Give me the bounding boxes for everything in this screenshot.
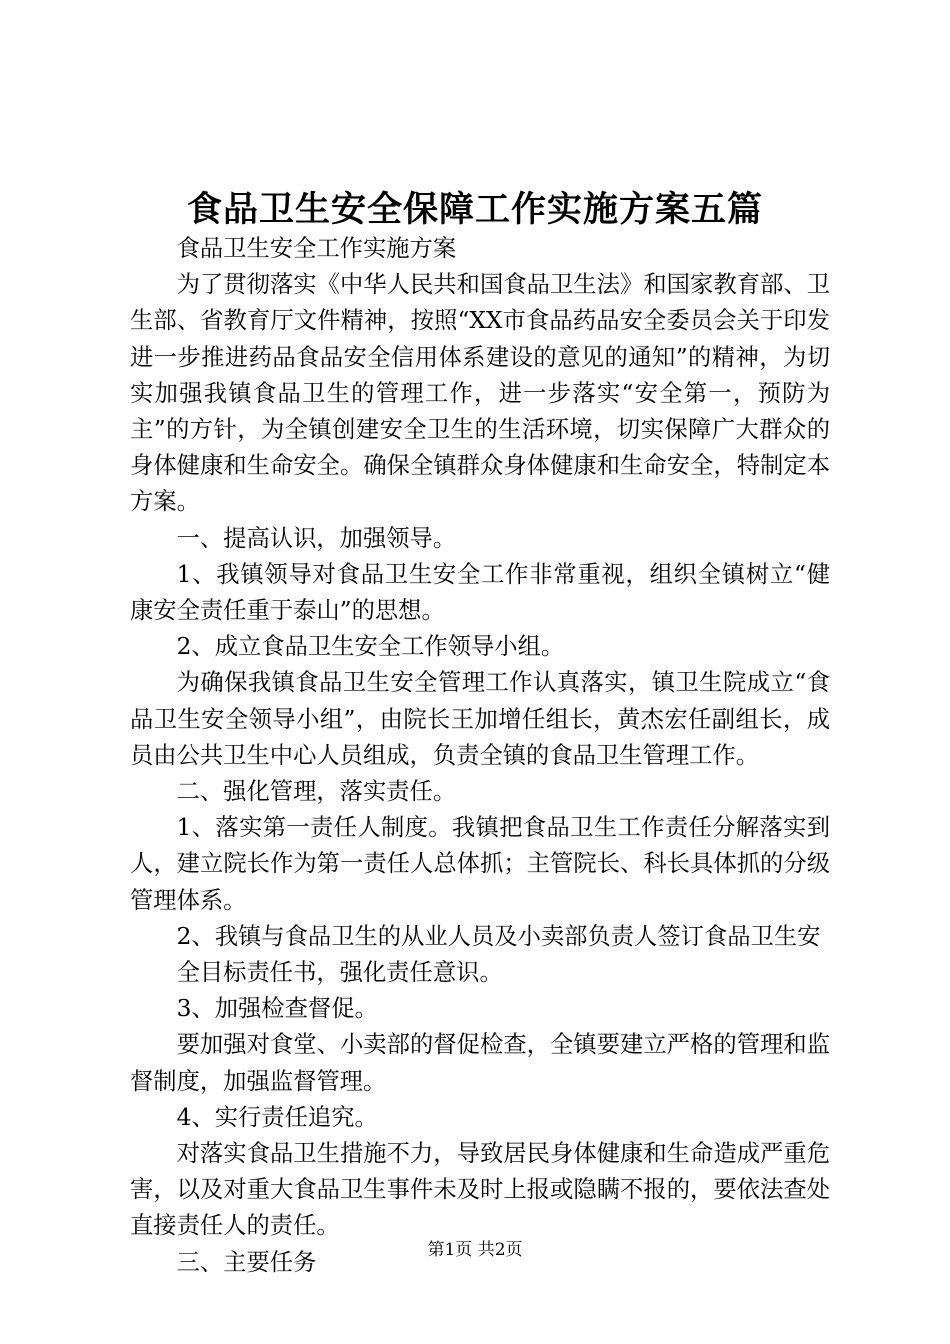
section-heading-1: 一、提高认识，加强领导。 bbox=[176, 524, 457, 552]
document-title: 食品卫生安全保障工作实施方案五篇 bbox=[186, 189, 763, 230]
body-paragraph: 3、加强检查督促。 bbox=[176, 995, 378, 1023]
body-paragraph: 全目标责任书，强化责任意识。 bbox=[176, 959, 503, 987]
body-paragraph: 2、成立食品卫生安全工作领导小组。 bbox=[176, 633, 565, 661]
body-paragraph: 要加强对食堂、小卖部的督促检查，全镇要建立严格的管理和监督制度，加强监督管理。 bbox=[130, 1031, 830, 1095]
intro-paragraph: 为了贯彻落实《中华人民共和国食品卫生法》和国家教育部、卫生部、省教育厅文件精神，按照“XX市食品药品安全委员会关于印发进一步推进药品食品安全信用体系建设的意见的通知”的精神，为切实加强我镇食品卫生的管理工作，进一步落实“安全第一，预防为主”的方针，为全镇创建安全卫生的生活环境，切实保障广大群众的身体健康和生命安全。确保全镇群众身体健康和生命安全，特制定本方案。 bbox=[130, 271, 830, 516]
body-paragraph: 1、我镇领导对食品卫生安全工作非常重视，组织全镇树立“健康安全责任重于泰山”的思想。 bbox=[130, 560, 830, 625]
section-heading-3: 三、主要任务 bbox=[176, 1248, 317, 1276]
body-paragraph: 对落实食品卫生措施不力，导致居民身体健康和生命造成严重危害，以及对重大食品卫生事件未及时上报或隐瞒不报的，要依法查处直接责任人的责任。 bbox=[130, 1140, 830, 1240]
body-paragraph: 4、实行责任追究。 bbox=[176, 1103, 378, 1131]
page-number: 第1页 共2页 bbox=[427, 1240, 523, 1260]
section-heading-2: 二、强化管理，落实责任。 bbox=[176, 778, 457, 806]
document-body bbox=[130, 231, 830, 1281]
body-paragraph: 为确保我镇食品卫生安全管理工作认真落实，镇卫生院成立“食品卫生安全领导小组”，由院长王加增任组长，黄杰宏任副组长，成员由公共卫生中心人员组成，负责全镇的食品卫生管理工作。 bbox=[130, 669, 830, 769]
body-paragraph: 2、我镇与食品卫生的从业人员及小卖部负责人签订食品卫生安 bbox=[176, 922, 821, 950]
subtitle-paragraph: 食品卫生安全工作实施方案 bbox=[176, 235, 457, 262]
body-paragraph: 1、落实第一责任人制度。我镇把食品卫生工作责任分解落实到人，建立院长作为第一责任人总体抓；主管院长、科长具体抓的分级管理体系。 bbox=[130, 814, 830, 914]
